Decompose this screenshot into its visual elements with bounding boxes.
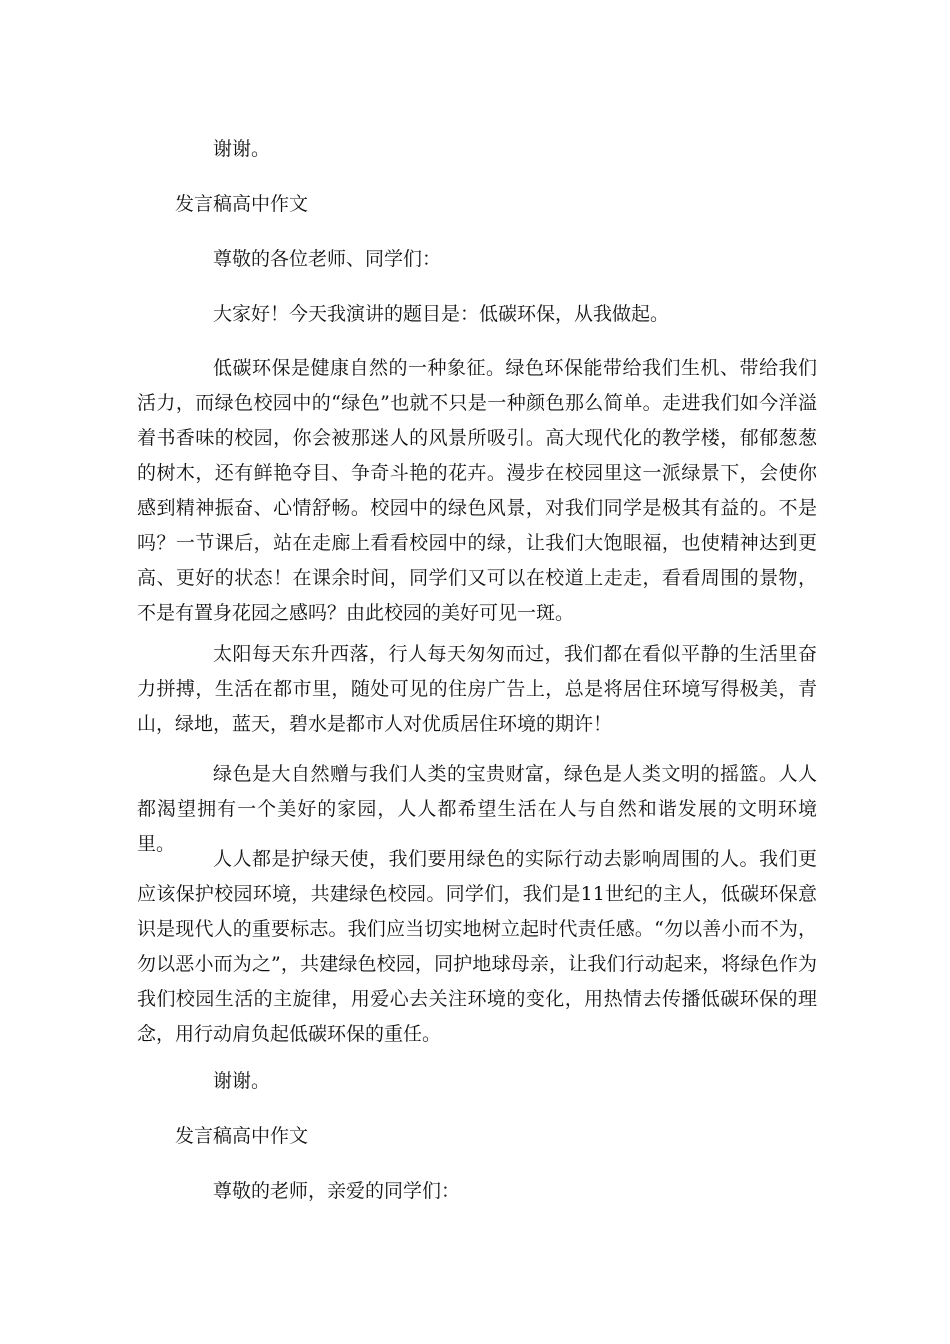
body-paragraph: 太阳每天东升西落，行人每天匆匆而过，我们都在看似平静的生活里奋力拼搏，生活在都市里，随处可见的住房广告上，总是将居住环境写得极美，青山，绿地，蓝天，碧水是都市人对优质居住环境的期许！ bbox=[137, 643, 817, 735]
salutation: 尊敬的老师，亲爱的同学们： bbox=[213, 1180, 461, 1202]
essay-title: 发言稿高中作文 bbox=[175, 193, 309, 215]
body-paragraph: 绿色是大自然赠与我们人类的宝贵财富，绿色是人类文明的摇篮。人人都渴望拥有一个美好的家园，人人都希望生活在人与自然和谐发展的文明环境里。 bbox=[137, 763, 817, 855]
body-paragraph: 低碳环保是健康自然的一种象征。绿色环保能带给我们生机、带给我们活力，而绿色校园中的“绿色”也就不只是一种颜色那么简单。走进我们如今洋溢着书香味的校园，你会被那迷人的风景所吸引。高大现代化的教学楼，郁郁葱葱的树木，还有鲜艳夺目、争奇斗艳的花卉。漫步在校园里这一派绿景下，会使你感到精神振奋、心情舒畅。校园中的绿色风景，对我们同学是极其有益的。不是吗？一节课后，站在走廊上看看校园中的绿，让我们大饱眼福，也使精神达到更高、更好的状态！在课余时间，同学们又可以在校道上走走，看看周围的景物，不是有置身花园之感吗？由此校园的美好可见一斑。 bbox=[137, 357, 817, 624]
closing-thanks: 谢谢。 bbox=[213, 138, 271, 160]
salutation: 尊敬的各位老师、同学们： bbox=[213, 248, 442, 270]
essay-title: 发言稿高中作文 bbox=[175, 1125, 309, 1147]
opening-line: 大家好！今天我演讲的题目是：低碳环保，从我做起。 bbox=[213, 303, 670, 325]
closing-thanks: 谢谢。 bbox=[213, 1070, 271, 1092]
body-paragraph: 人人都是护绿天使，我们要用绿色的实际行动去影响周围的人。我们更应该保护校园环境，共建绿色校园。同学们，我们是11世纪的主人，低碳环保意识是现代人的重要标志。我们应当切实地树立起时代责任感。“勿以善小而不为，勿以恶小而为之”，共建绿色校园，同护地球母亲，让我们行动起来，将绿色作为我们校园生活的主旋律，用爱心去关注环境的变化，用热情去传播低碳环保的理念，用行动肩负起低碳环保的重任。 bbox=[137, 848, 817, 1045]
